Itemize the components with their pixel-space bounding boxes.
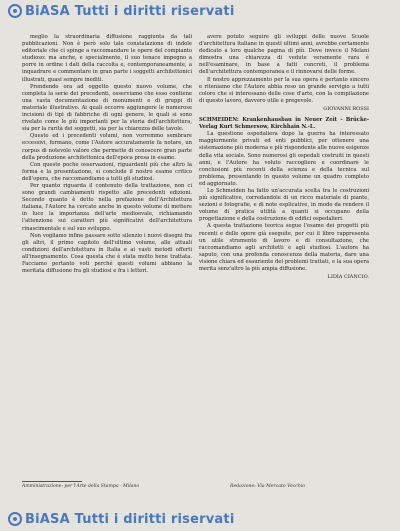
watermark-brand: BiASA	[25, 4, 70, 19]
paragraph: Il nostro apprezzamento per la sua opera è pertanto sincero e riteniamo che l'Autore abbia reso un grande servigio a tutti coloro che si interessano delle cose d'arte, con la compilazione di questo lavoro, davvero utile e pregevole.	[199, 76, 369, 104]
paragraph: Prendendo ora ad oggetto questo nuovo volume, che completa la serie dei precedenti, osserviamo che esso contiene una vasta documentazione di monumenti e di gruppi di materiale illustrativo. Ai quali occorre aggiungere le numerose incisioni di tipi di fabbriche di ogni genere, le quali si sono rivelate come le più importanti per la storia dell'architettura, sia per la rarità dei soggetti, sia per la chiarezza delle tavole.	[22, 83, 192, 133]
footer-left: Amministrazione: per l'Arte della Stampa - Milano	[22, 484, 140, 489]
left-column	[22, 34, 192, 275]
paragraph: La questione ospedaliera dopo la guerra ha interessato maggiormente privati ed enti pubblici, per ottenere una sistemazione più moderna e più rispondente alle nuove esigenze della vita sociale. Sono numerosi gli ospedali costruiti in questi anni, e l'Autore ha voluto raccogliere e coordinare le conclusioni più recenti della scienza e della tecnica sul problema, presentando in questo volume un quadro completo ed aggiornato.	[199, 131, 370, 187]
author-signature: LIDIA CIANCIO.	[327, 274, 369, 281]
watermark-brand: BiASA	[25, 512, 70, 527]
review-heading: SCHMEIDEN: Krankenhausbau in Neuer Zeit - Brücke-Verlag Kurt Schmersow, Kirchhain N.-L.	[199, 117, 369, 131]
paragraph: meglio la straordinaria diffusione raggiunta da tali pubblicazioni. Non è però solo tale constatazione di indole editoriale che ci spinge a raccomandare le opere del compianto studioso: ma anche, e specialmente, il suo tenace impegno a porre in ordine i dati della raccolta e, contemporaneamente, a inquadrare e commentare in gran parte i soggetti architettonici illustrati, quasi sempre inediti.	[22, 34, 192, 83]
paragraph: Questo ed i precedenti volumi, non vorremmo sembrare eccessivi, formano, come l'Autore accuratamente fa notare, un corpus di notevole valore che permette di conoscere gran parte della produzione architettonica dell'epoca presa in esame.	[22, 133, 192, 161]
watermark-top	[8, 4, 234, 19]
author-signature: GIOVANNI ROSSI	[323, 105, 369, 112]
watermark-text: Tutti i diritti riservati	[74, 4, 235, 19]
footer-right: Redazione: Via Mercato Vecchio	[230, 484, 306, 489]
watermark-text: Tutti i diritti riservati	[74, 512, 235, 527]
paragraph: avere potuto seguire gli sviluppi delle nuove Scuole d'architettura italiane in questi ultimi anni, avrebbe certamente dedicato a loro qualche pagina di più. Dove invece il Melani dimostra una chiarezza di vedute veramente rara è nell'esaminare, in base a fatti concreti, il problema dell'architettura contemporanea e il rinnovarsi delle forme.	[199, 34, 369, 76]
paragraph: Lo Schmeiden ha fatto un'accurata scelta tra le costruzioni più significative, corredandole di un ricco materiale di piante, sezioni e fotografie, e di note esplicative, in modo da rendere il volume di pratica utilità a quanti si occupano della progettazione e della costruzione di edifici ospedalieri.	[199, 187, 369, 223]
paragraph: Con queste poche osservazioni, riguardanti più che altro la forma e la presentazione, si conclude il nostro esame critico dell'opera, che raccomandiamo a tutti gli studiosi.	[22, 161, 192, 182]
paragraph: A questa trattazione teorica segue l'esame dei progetti più recenti e delle opere già eseguite, per cui il libro rappresenta un utile strumento di lavoro e di consultazione, che raccomandiamo agli architetti e agli studiosi. L'autore ha saputo, con una profonda conoscenza della materia, dare una visione chiara ed esauriente dei problemi trattati, e la sua opera merita senz'altro la più ampia diffusione.	[199, 223, 369, 272]
biasa-logo-icon	[8, 512, 22, 526]
biasa-logo-icon	[8, 4, 22, 18]
right-column	[199, 34, 369, 281]
watermark-bottom	[8, 512, 234, 527]
paragraph: Non vogliamo infine passare sotto silenzio i nuovi disegni fra gli altri, il primo capitolo dell'ultimo volume, alle attuali condizioni dell'architettura in Italia e ai vasti metodi offerti all'insegnamento. Cosa questa che è stata molto bene trattata. Facciamo pertanto voti perché questi volumi abbiano la meritata diffusione fra gli studiosi e fra i lettori.	[22, 232, 192, 275]
paragraph: Per quanto riguarda il contenuto della trattazione, non ci sono grandi cambiamenti rispetto alle precedenti edizioni. Secondo quanto è detto nella prefazione dell'Architettura italiana, l'Autore ha cercato anche in questo volume di mettere in luce la importanza dell'arte medioevale, richiamando l'attenzione sui caratteri più significativi dell'architettura rinascimentale e sul suo sviluppo.	[22, 182, 192, 232]
footer-rule	[22, 481, 82, 482]
